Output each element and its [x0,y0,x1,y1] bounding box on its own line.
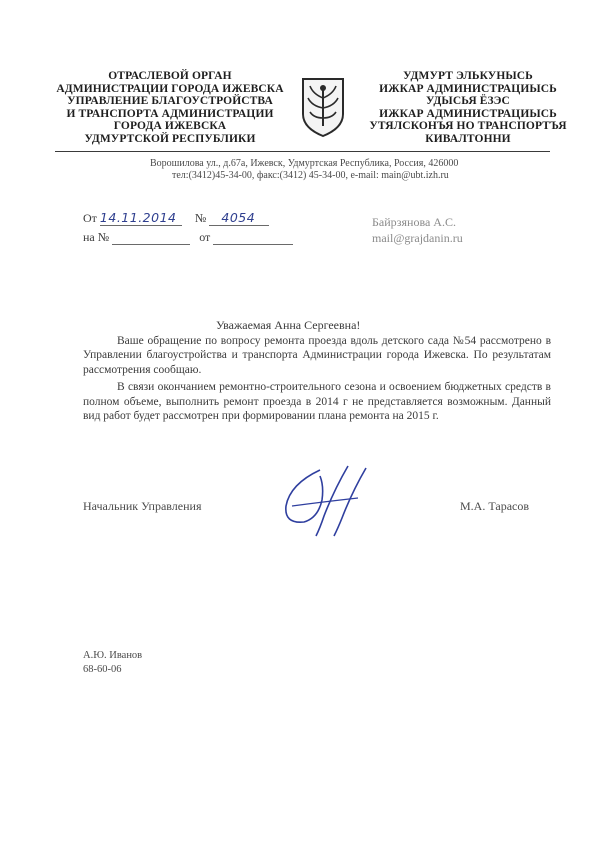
of-label: от [199,230,211,244]
header-right-line: УТЯЛСКОНЪЯ НО ТРАНСПОРТЪЯ [369,120,567,133]
signature-position: Начальник Управления [83,499,202,513]
header-left-line: УПРАВЛЕНИЕ БЛАГОУСТРОЙСТВА [67,95,273,108]
paragraph: Ваше обращение по вопросу ремонта проезда вдоль детского сада №54 рассмотрено в Управлении благоустройства и транспорта Администрации города Ижевска. По результатам рассмотрения сообщаю. [83,335,551,376]
header-right [352,70,584,146]
signatory-name: М.А. Тарасов [460,499,530,513]
on-number-label: на № [83,230,110,244]
signature-icon [262,462,382,542]
executor-block [83,649,142,677]
emblem-icon [300,76,346,138]
address-line: Ворошилова ул., д.67а, Ижевск, Удмуртская Республика, Россия, 426000 [150,158,459,169]
recipient-block [372,214,463,246]
on-number-blank [112,233,190,245]
handwritten-number: 4054 [209,210,269,226]
paragraph: В связи окончанием ремонтно-строительного сезона и освоением бюджетных средств в полном объеме, выполнить ремонт проезда в 2014 г не представляется возможным. Данный вид работ будет рассмотрен при формировании плана ремонта на 2015 г. [83,381,551,423]
executor-name: А.Ю. Иванов [83,650,143,661]
header-left-line: И ТРАНСПОРТА АДМИНИСТРАЦИИ [66,107,274,120]
salutation: Уважаемая Анна Сергеевна! [216,318,361,332]
handwritten-date: 14.11.2014 [100,210,182,226]
executor-phone: 68-60-06 [83,664,122,675]
number-label: № [194,211,207,225]
header-left [50,70,290,146]
header-left-line: ОТРАСЛЕВОЙ ОРГАН [108,70,232,82]
header-right-line: ИЖКАР АДМИНИСТРАЦИЫСЬ [379,82,557,95]
contacts-line: тел:(3412)45-34-00, факс:(3412) 45-34-00, e-mail: main@ubt.izh.ru [172,170,449,181]
coat-of-arms-emblem [300,76,346,138]
signature-scribble [262,462,382,542]
reference-block [83,210,303,245]
letter-body [83,334,551,423]
header-right-line: ИЖКАР АДМИНИСТРАЦИЫСЬ [379,107,557,120]
header-right-line: УДМУРТ ЭЛЬКУНЫСЬ [403,70,533,82]
header-divider [55,151,550,152]
recipient-email: mail@grajdanin.ru [372,231,463,245]
of-date-blank [213,233,293,245]
header-left-line: АДМИНИСТРАЦИИ ГОРОДА ИЖЕВСКА [56,82,284,95]
recipient-name: Байрзянова А.С. [372,215,456,229]
from-label: От [83,211,97,225]
header-right-line: КИВАЛТОННИ [425,132,511,145]
header-right-line: УДЫСЬЯ ЁЗЭС [426,95,510,108]
header-left-line: ГОРОДА ИЖЕВСКА [113,120,227,133]
header-left-line: УДМУРТСКОЙ РЕСПУБЛИКИ [84,132,256,145]
